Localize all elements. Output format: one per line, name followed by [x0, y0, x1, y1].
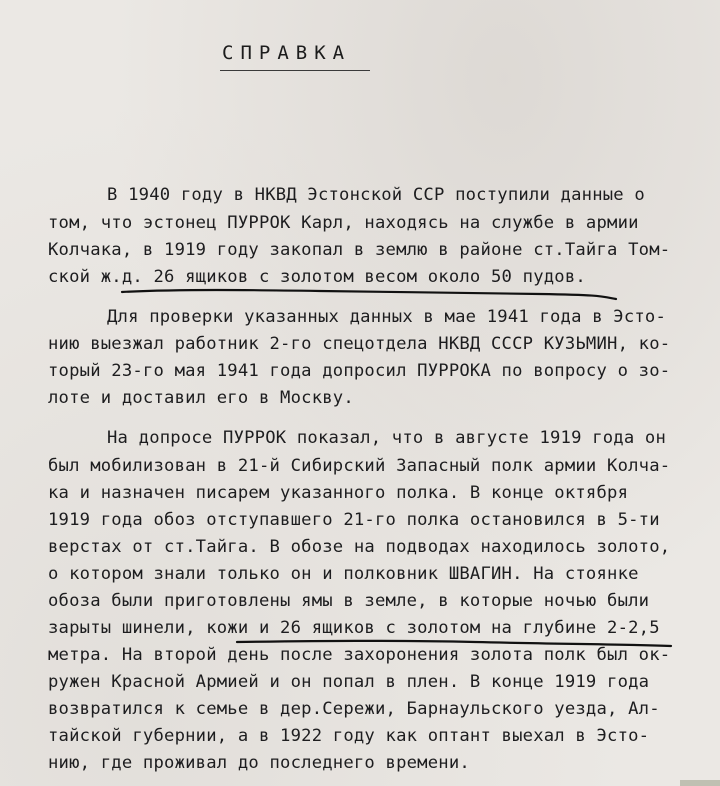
text-line: о котором знали только он и полковник ШВАГИН. На стоянке: [48, 564, 639, 584]
text-line: зарыты шинели, кожи и 26 ящиков с золотом на глубине 2-2,5: [48, 618, 660, 638]
text-line: ружен Красной Армией и он попал в плен. В конце 1919 года: [48, 672, 650, 692]
text-line: 1919 года обоз отступавшего 21-го полка остановился в 5-ти: [48, 510, 660, 530]
text-line: нию, где проживал до последнего времени.: [48, 753, 470, 773]
text-line: На допросе ПУРРОК показал, что в августе 1919 года он: [107, 428, 667, 448]
text-line: возвратился к семье в дер.Сережи, Барнаульского уезда, Ал-: [48, 699, 660, 719]
text-line: том, что эстонец ПУРРОК Карл, находясь на службе в армии: [48, 213, 639, 233]
text-line: лоте и доставил его в Москву.: [48, 388, 354, 408]
text-line: Для проверки указанных данных в мае 1941 года в Эсто-: [107, 307, 667, 327]
text-line: ка и назначен писарем указанного полка. В конце октября: [48, 483, 629, 503]
document-title: СПРАВКА: [222, 42, 352, 64]
text-line: торый 23-го мая 1941 года допросил ПУРРОКА по вопросу о зо-: [48, 361, 671, 381]
text-line: верстах от ст.Тайга. В обозе на подводах находилось золото,: [48, 537, 671, 557]
text-line: Колчака, в 1919 году закопал в землю в районе ст.Тайга Том-: [48, 240, 671, 260]
title-underline: [220, 70, 370, 71]
text-line: обоза были приготовлены ямы в земле, в которые ночью были: [48, 591, 650, 611]
text-line: нию выезжал работник 2-го спецотдела НКВД СССР КУЗЬМИН, ко-: [48, 334, 671, 354]
show-through-texture: [60, 60, 680, 112]
text-line: тайской губернии, а в 1922 году как оптант выехал в Эсто-: [48, 726, 650, 746]
text-line: В 1940 году в НКВД Эстонской ССР поступили данные о: [107, 185, 645, 205]
text-line: ской ж.д. 26 ящиков с золотом весом около 50 пудов.: [48, 267, 586, 287]
text-line: был мобилизован в 21-й Сибирский Запасный полк армии Колча-: [48, 456, 671, 476]
text-line: метра. На второй день после захоронения золота полк был ок-: [48, 645, 671, 665]
tape-strip: [680, 780, 720, 786]
